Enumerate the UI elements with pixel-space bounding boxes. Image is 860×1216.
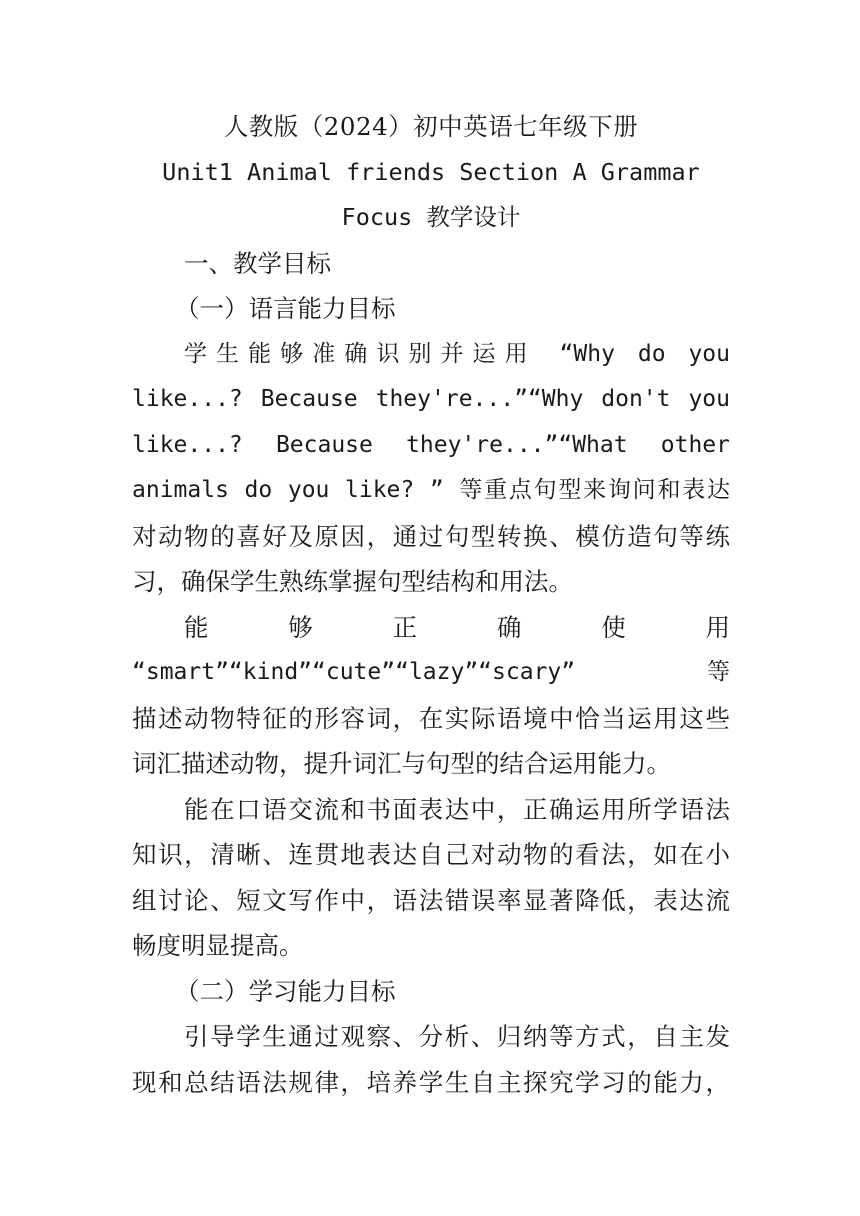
paragraph-2-line-3: 描述动物特征的形容词，在实际语境中恰当运用这些	[132, 703, 730, 733]
paragraph-1-line-5: 对动物的喜好及原因，通过句型转换、模仿造句等练	[132, 521, 730, 551]
document-title-line-1: 人教版（2024）初中英语七年级下册	[223, 112, 639, 141]
subsection-heading-language-ability: （一）语言能力目标	[175, 294, 396, 323]
paragraph-2-line-1: 能 够 正 确 使 用	[184, 612, 730, 642]
paragraph-3-line-2: 知识，清晰、连贯地表达自己对动物的看法，如在小	[132, 840, 730, 869]
paragraph-4-line-1: 引导学生通过观察、分析、归纳等方式，自主发	[184, 1022, 730, 1051]
document-title-line-3: Focus 教学设计	[341, 203, 521, 231]
paragraph-1-line-2: like...? Because they're...”“Why don't you	[132, 386, 730, 412]
document-title-line-2: Unit1 Animal friends Section A Grammar	[162, 157, 700, 186]
paragraph-1-line-4: animals do you like? ” 等重点句型来询问和表达	[132, 477, 730, 503]
paragraph-2-line-2: “smart”“kind”“cute”“lazy”“scary” 等	[132, 659, 730, 685]
paragraph-1-line-3: like...? Because they're...”“What other	[132, 431, 730, 458]
document-page	[132, 104, 730, 1105]
paragraph-3-line-3: 组讨论、短文写作中，语法错误率显著降低，表达流	[132, 885, 730, 915]
paragraph-1-line-6: 习，确保学生熟练掌握句型结构和用法。	[132, 567, 573, 596]
subsection-heading-learning-ability: （二）学习能力目标	[175, 976, 396, 1006]
paragraph-2-line-4: 词汇描述动物，提升词汇与句型的结合运用能力。	[132, 749, 671, 778]
paragraph-3-line-4: 畅度明显提高。	[132, 931, 304, 960]
section-heading-teaching-goals: 一、教学目标	[184, 248, 331, 278]
paragraph-3-line-1: 能在口语交流和书面表达中，正确运用所学语法	[184, 794, 730, 824]
paragraph-4-line-2: 现和总结语法规律，培养学生自主探究学习的能力，	[132, 1067, 730, 1097]
paragraph-1-line-1: 学生能够准确识别并运用 “Why do you	[184, 340, 730, 367]
